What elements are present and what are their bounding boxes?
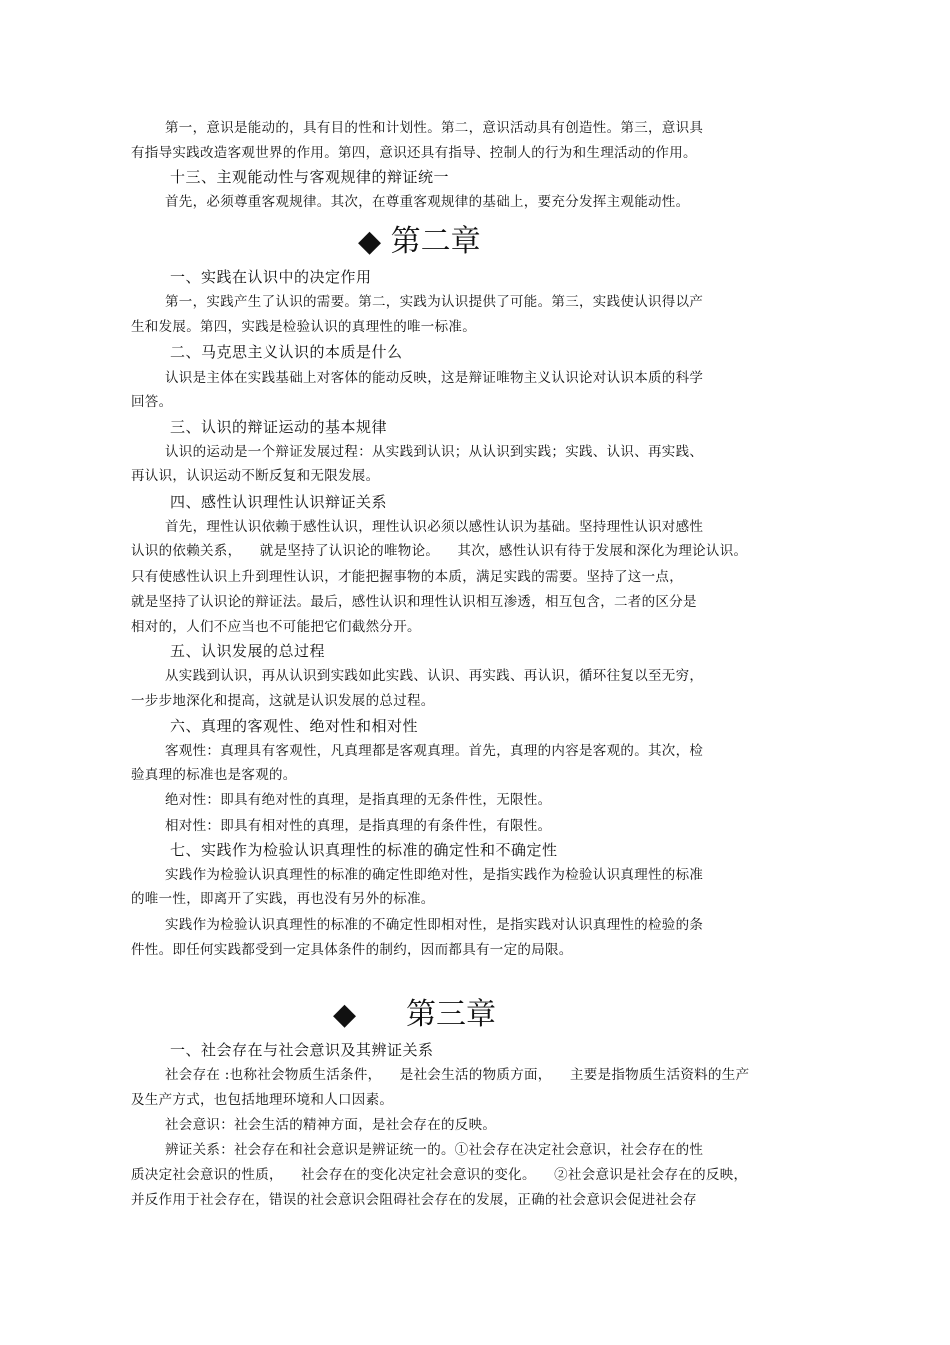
paragraph-line: 只有使感性认识上升到理性认识，才能把握事物的本质，满足实践的需要。坚持了这一点，: [131, 569, 683, 585]
paragraph-line: 一步步地深化和提高，这就是认识发展的总过程。: [131, 693, 435, 709]
paragraph-line: 客观性：真理具有客观性，凡真理都是客观真理。首先，真理的内容是客观的。其次，检: [165, 743, 704, 759]
paragraph-line: 首先，必须尊重客观规律。其次，在尊重客观规律的基础上，要充分发挥主观能动性。: [165, 194, 690, 210]
section-heading: 七、实践作为检验认识真理性的标准的确定性和不确定性: [170, 841, 558, 859]
section-heading: 六、真理的客观性、绝对性和相对性: [170, 717, 419, 735]
paragraph-line: 回答。: [131, 394, 173, 410]
paragraph-line: 有指导实践改造客观世界的作用。第四，意识还具有指导、控制人的行为和生理活动的作用。: [131, 145, 697, 161]
section-heading: 一、实践在认识中的决定作用: [170, 268, 372, 286]
section-heading: 三、认识的辩证运动的基本规律: [170, 418, 388, 436]
paragraph-line: 从实践到认识，再从认识到实践如此实践、认识、再实践、再认识，循环往复以至无穷，: [165, 668, 704, 684]
diamond-icon: ◆: [333, 997, 357, 1032]
section-heading: 四、感性认识理性认识辩证关系: [170, 493, 388, 511]
paragraph-line: 认识是主体在实践基础上对客体的能动反映，这是辩证唯物主义认识论对认识本质的科学: [165, 370, 704, 386]
section-heading: 五、认识发展的总过程: [170, 642, 326, 660]
paragraph-line: 第一，实践产生了认识的需要。第二，实践为认识提供了可能。第三，实践使认识得以产: [165, 294, 704, 310]
paragraph-line: 认识的依赖关系， 就是坚持了认识论的唯物论。 其次，感性认识有待于发展和深化为理论认识。: [131, 543, 748, 559]
paragraph-line: 社会存在 :也称社会物质生活条件， 是社会生活的物质方面， 主要是指物质生活资料的生产: [165, 1067, 750, 1083]
paragraph-line: 质决定社会意识的性质， 社会存在的变化决定社会意识的变化。 ②社会意识是社会存在的反映，: [131, 1167, 748, 1183]
paragraph-line: 辨证关系：社会存在和社会意识是辨证统一的。①社会存在决定社会意识，社会存在的性: [165, 1142, 704, 1158]
paragraph-line: 实践作为检验认识真理性的标准的确定性即绝对性，是指实践作为检验认识真理性的标准: [165, 867, 704, 883]
paragraph-line: 生和发展。第四，实践是检验认识的真理性的唯一标准。: [131, 319, 476, 335]
paragraph-line: 第一，意识是能动的，具有目的性和计划性。第二，意识活动具有创造性。第三，意识具: [165, 120, 704, 136]
paragraph-line: 首先，理性认识依赖于感性认识，理性认识必须以感性认识为基础。坚持理性认识对感性: [165, 519, 704, 535]
paragraph-line: 社会意识：社会生活的精神方面，是社会存在的反映。: [165, 1117, 497, 1133]
paragraph-line: 及生产方式，也包括地理环境和人口因素。: [131, 1092, 394, 1108]
section-heading: 十三、主观能动性与客观规律的辩证统一: [170, 168, 450, 186]
paragraph-line: 相对的，人们不应当也不可能把它们截然分开。: [131, 619, 421, 635]
paragraph-line: 就是坚持了认识论的辩证法。最后，感性认识和理性认识相互渗透，相互包含，二者的区分是: [131, 594, 697, 610]
paragraph-line: 相对性：即具有相对性的真理，是指真理的有条件性，有限性。: [165, 818, 552, 834]
paragraph-line: 再认识，认识运动不断反复和无限发展。: [131, 468, 380, 484]
section-heading: 二、马克思主义认识的本质是什么: [170, 343, 403, 361]
section-heading: 一、社会存在与社会意识及其辨证关系: [170, 1041, 434, 1059]
paragraph-line: 认识的运动是一个辩证发展过程：从实践到认识；从认识到实践；实践、认识、再实践、: [165, 444, 704, 460]
paragraph-line: 的唯一性，即离开了实践，再也没有另外的标准。: [131, 891, 435, 907]
paragraph-line: 并反作用于社会存在，错误的社会意识会阻碍社会存在的发展，正确的社会意识会促进社会存: [131, 1192, 697, 1208]
paragraph-line: 绝对性：即具有绝对性的真理，是指真理的无条件性，无限性。: [165, 792, 552, 808]
chapter-title: 第三章: [406, 997, 496, 1032]
chapter-title: ◆ 第二章: [358, 224, 481, 259]
paragraph-line: 验真理的标准也是客观的。: [131, 767, 297, 783]
paragraph-line: 件性。即任何实践都受到一定具体条件的制约，因而都具有一定的局限。: [131, 942, 573, 958]
paragraph-line: 实践作为检验认识真理性的标准的不确定性即相对性，是指实践对认识真理性的检验的条: [165, 917, 704, 933]
